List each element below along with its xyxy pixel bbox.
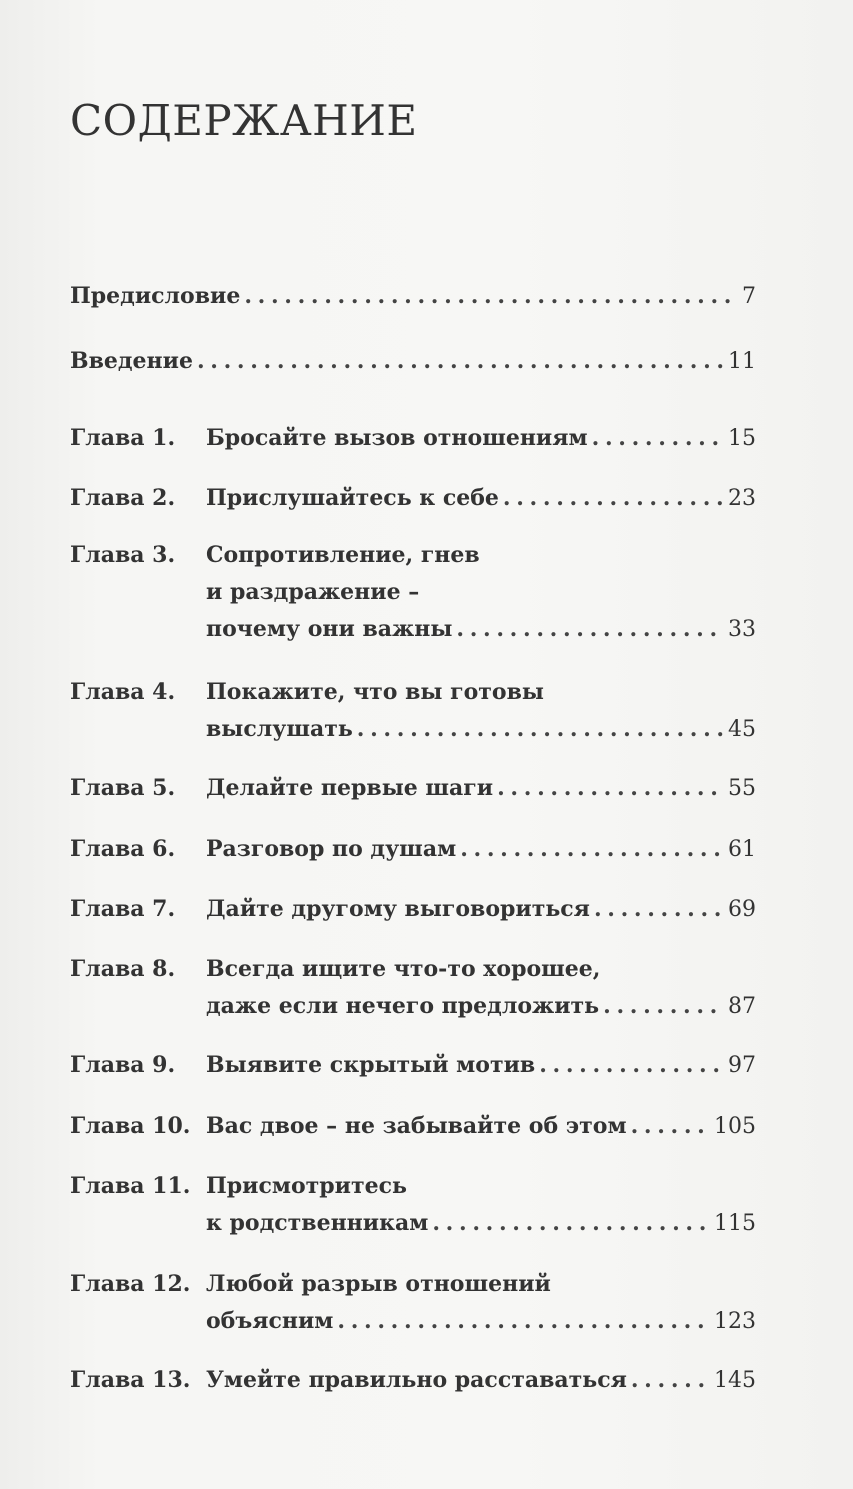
entry-title-line: объясним xyxy=(206,1308,334,1334)
entry-text xyxy=(206,770,756,807)
dot-leader xyxy=(539,1047,724,1084)
page-number: 23 xyxy=(728,486,756,511)
dot-leader xyxy=(592,420,724,457)
entry-text xyxy=(206,1266,756,1340)
entry-last-line xyxy=(206,770,756,807)
entry-text xyxy=(206,831,756,868)
page-number: 123 xyxy=(714,1309,756,1334)
entry-title-line: Делайте первые шаги xyxy=(206,775,494,801)
entry-text xyxy=(206,537,756,648)
toc-entry[interactable] xyxy=(70,770,756,807)
chapter-label: Глава 6. xyxy=(70,836,176,862)
chapter-label: Глава 4. xyxy=(70,679,176,705)
entry-title-line: Введение xyxy=(70,348,193,374)
page-number: 55 xyxy=(728,776,756,801)
entry-last-line xyxy=(206,480,756,517)
entry-last-line xyxy=(206,988,756,1025)
chapter-label: Глава 12. xyxy=(70,1271,191,1297)
toc-entry[interactable] xyxy=(70,1362,756,1399)
entry-text xyxy=(206,1108,756,1145)
dot-leader xyxy=(432,1205,710,1242)
chapter-label: Глава 1. xyxy=(70,425,176,451)
entry-text xyxy=(206,891,756,928)
entry-title-line: к родственникам xyxy=(206,1210,429,1236)
toc-entry[interactable] xyxy=(70,831,756,868)
chapter-label: Глава 8. xyxy=(70,956,176,982)
entry-title-line: Любой разрыв отношений xyxy=(206,1271,551,1297)
dot-leader xyxy=(503,480,724,517)
entry-text xyxy=(206,420,756,457)
page-number: 69 xyxy=(728,897,756,922)
toc-entry[interactable] xyxy=(70,1168,756,1242)
entry-title-line: Разговор по душам xyxy=(206,836,457,862)
dot-leader xyxy=(456,611,724,648)
entry-text xyxy=(206,674,756,748)
entry-last-line xyxy=(206,1205,756,1242)
entry-last-line xyxy=(206,1303,756,1340)
page-number: 45 xyxy=(728,717,756,742)
entry-last-line xyxy=(70,343,756,380)
toc-entry[interactable] xyxy=(70,674,756,748)
chapter-label: Глава 5. xyxy=(70,775,176,801)
entry-title-line: Вас двое – не забывайте об этом xyxy=(206,1113,627,1139)
entry-title-line: Всегда ищите что-то хорошее, xyxy=(206,956,601,982)
toc-entry[interactable] xyxy=(70,537,756,648)
toc-entry[interactable] xyxy=(70,891,756,928)
entry-title-line: Покажите, что вы готовы xyxy=(206,679,544,705)
entry-title-line: Присмотритесь xyxy=(206,1173,407,1199)
entry-title-line: Выявите скрытый мотив xyxy=(206,1052,536,1078)
dot-leader xyxy=(497,770,724,807)
dot-leader xyxy=(337,1303,710,1340)
entry-text xyxy=(206,480,756,517)
toc-entry[interactable] xyxy=(70,480,756,517)
dot-leader xyxy=(631,1362,710,1399)
chapter-label: Глава 13. xyxy=(70,1367,191,1393)
dot-leader xyxy=(603,988,724,1025)
entry-title-line: Сопротивление, гнев xyxy=(206,542,480,568)
entry-last-line xyxy=(206,711,756,748)
toc-entry[interactable] xyxy=(70,1047,756,1084)
chapter-label: Глава 7. xyxy=(70,896,176,922)
dot-leader xyxy=(244,278,738,315)
entry-last-line xyxy=(206,1108,756,1145)
entry-last-line xyxy=(206,611,756,648)
dot-leader xyxy=(631,1108,710,1145)
entry-title-line: даже если нечего предложить xyxy=(206,993,600,1019)
entry-last-line xyxy=(206,1047,756,1084)
page-number: 105 xyxy=(714,1114,756,1139)
toc-entry[interactable] xyxy=(70,1108,756,1145)
entry-title-line: Умейте правильно расставаться xyxy=(206,1367,627,1393)
entry-title-line: Дайте другому выговориться xyxy=(206,896,590,922)
chapter-label: Глава 9. xyxy=(70,1052,176,1078)
entry-title-line: Прислушайтесь к себе xyxy=(206,485,499,511)
entry-last-line xyxy=(206,1362,756,1399)
entry-text xyxy=(206,951,756,1025)
dot-leader xyxy=(460,831,724,868)
page-number: 61 xyxy=(728,837,756,862)
page-number: 33 xyxy=(728,617,756,642)
dot-leader xyxy=(357,711,724,748)
page-number: 145 xyxy=(714,1368,756,1393)
page-number: 87 xyxy=(728,994,756,1019)
toc-entry[interactable] xyxy=(70,343,756,380)
entry-text xyxy=(206,1047,756,1084)
entry-text xyxy=(206,1168,756,1242)
toc-entry[interactable] xyxy=(70,1266,756,1340)
entry-title-line: Бросайте вызов отношениям xyxy=(206,425,588,451)
entry-last-line xyxy=(206,831,756,868)
page-number: 115 xyxy=(714,1211,756,1236)
entry-title-line: выслушать xyxy=(206,716,353,742)
entry-last-line xyxy=(206,891,756,928)
chapter-label: Глава 11. xyxy=(70,1173,191,1199)
toc-entry[interactable] xyxy=(70,420,756,457)
page-number: 7 xyxy=(742,284,756,309)
toc-title: СОДЕРЖАНИЕ xyxy=(70,96,418,145)
entry-text xyxy=(70,343,756,380)
chapter-label: Глава 2. xyxy=(70,485,176,511)
page-number: 15 xyxy=(728,426,756,451)
page-number: 11 xyxy=(728,349,756,374)
chapter-label: Глава 10. xyxy=(70,1113,191,1139)
toc-entry[interactable] xyxy=(70,951,756,1025)
entry-title-line: Предисловие xyxy=(70,283,241,309)
toc-entry[interactable] xyxy=(70,278,756,315)
entry-last-line xyxy=(70,278,756,315)
dot-leader xyxy=(594,891,724,928)
page-number: 97 xyxy=(728,1053,756,1078)
entry-title-line: и раздражение – xyxy=(206,579,420,605)
entry-last-line xyxy=(206,420,756,457)
dot-leader xyxy=(197,343,724,380)
chapter-label: Глава 3. xyxy=(70,542,176,568)
entry-text xyxy=(206,1362,756,1399)
entry-text xyxy=(70,278,756,315)
entry-title-line: почему они важны xyxy=(206,616,453,642)
